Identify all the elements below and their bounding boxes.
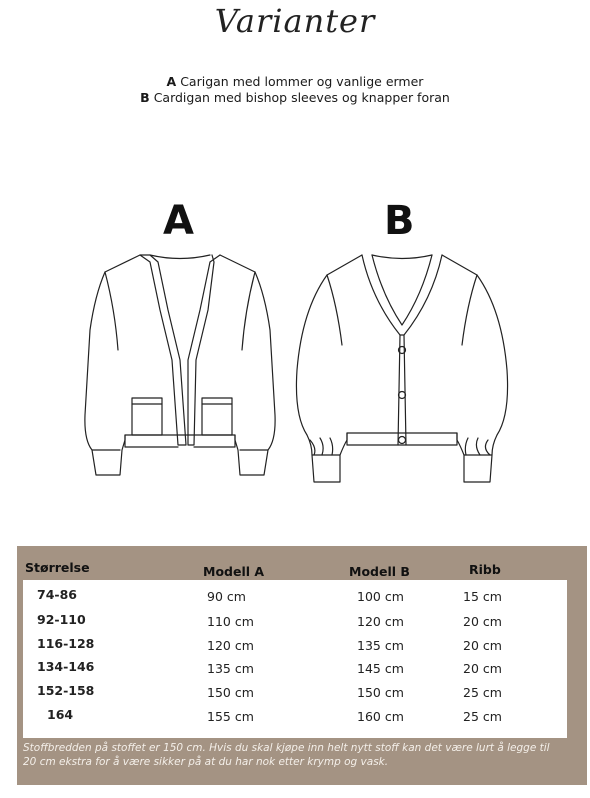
cell-model-a: 90 cm (207, 589, 246, 604)
illustration-a-label: A (163, 198, 194, 244)
size-table-panel (17, 546, 587, 785)
variant-a-line (0, 74, 590, 90)
column-header-model-a: Modell A (203, 564, 265, 579)
fabric-width-note: Stoffbredden på stoffet er 150 cm. Hvis du skal kjøpe inn helt nytt stoff kan det være lurt å legge til 20 cm ekstra for å være sikker på at du har nok etter krymp og vask. (23, 742, 550, 768)
cardigan-b-illustration (292, 250, 512, 485)
cell-ribb: 25 cm (463, 685, 502, 700)
cell-model-a: 150 cm (207, 685, 254, 700)
column-header-ribb: Ribb (469, 562, 501, 577)
cell-ribb: 20 cm (463, 638, 502, 653)
page-title: Varianter (214, 2, 376, 40)
cell-ribb: 20 cm (463, 614, 502, 629)
cardigan-a-illustration (80, 250, 280, 480)
cell-model-a: 135 cm (207, 661, 254, 676)
cell-model-a: 155 cm (207, 709, 254, 724)
cell-size: 164 (47, 707, 74, 722)
cell-model-b: 145 cm (357, 661, 404, 676)
size-table (23, 580, 567, 738)
cell-model-b: 135 cm (357, 638, 404, 653)
variant-b-letter: B (140, 90, 150, 105)
variant-a-letter: A (166, 74, 177, 89)
cell-model-a: 120 cm (207, 638, 254, 653)
column-header-model-b: Modell B (349, 564, 410, 579)
cell-size: 92-110 (37, 612, 86, 627)
cell-size: 116-128 (37, 636, 95, 651)
cell-size: 152-158 (37, 683, 95, 698)
variant-b-line (0, 90, 590, 106)
cell-model-b: 100 cm (357, 589, 404, 604)
illustration-b-label: B (384, 198, 415, 244)
cell-model-b: 120 cm (357, 614, 404, 629)
cell-size: 74-86 (37, 587, 77, 602)
cell-model-a: 110 cm (207, 614, 254, 629)
variant-descriptions (0, 74, 590, 106)
cell-ribb: 20 cm (463, 661, 502, 676)
cell-ribb: 15 cm (463, 589, 502, 604)
variant-a-description: Carigan med lommer og vanlige ermer (180, 74, 424, 89)
variant-b-description: Cardigan med bishop sleeves og knapper foran (153, 90, 450, 105)
cell-model-b: 150 cm (357, 685, 404, 700)
column-header-size: Størrelse (25, 560, 90, 575)
cell-ribb: 25 cm (463, 709, 502, 724)
cell-model-b: 160 cm (357, 709, 404, 724)
cell-size: 134-146 (37, 659, 95, 674)
